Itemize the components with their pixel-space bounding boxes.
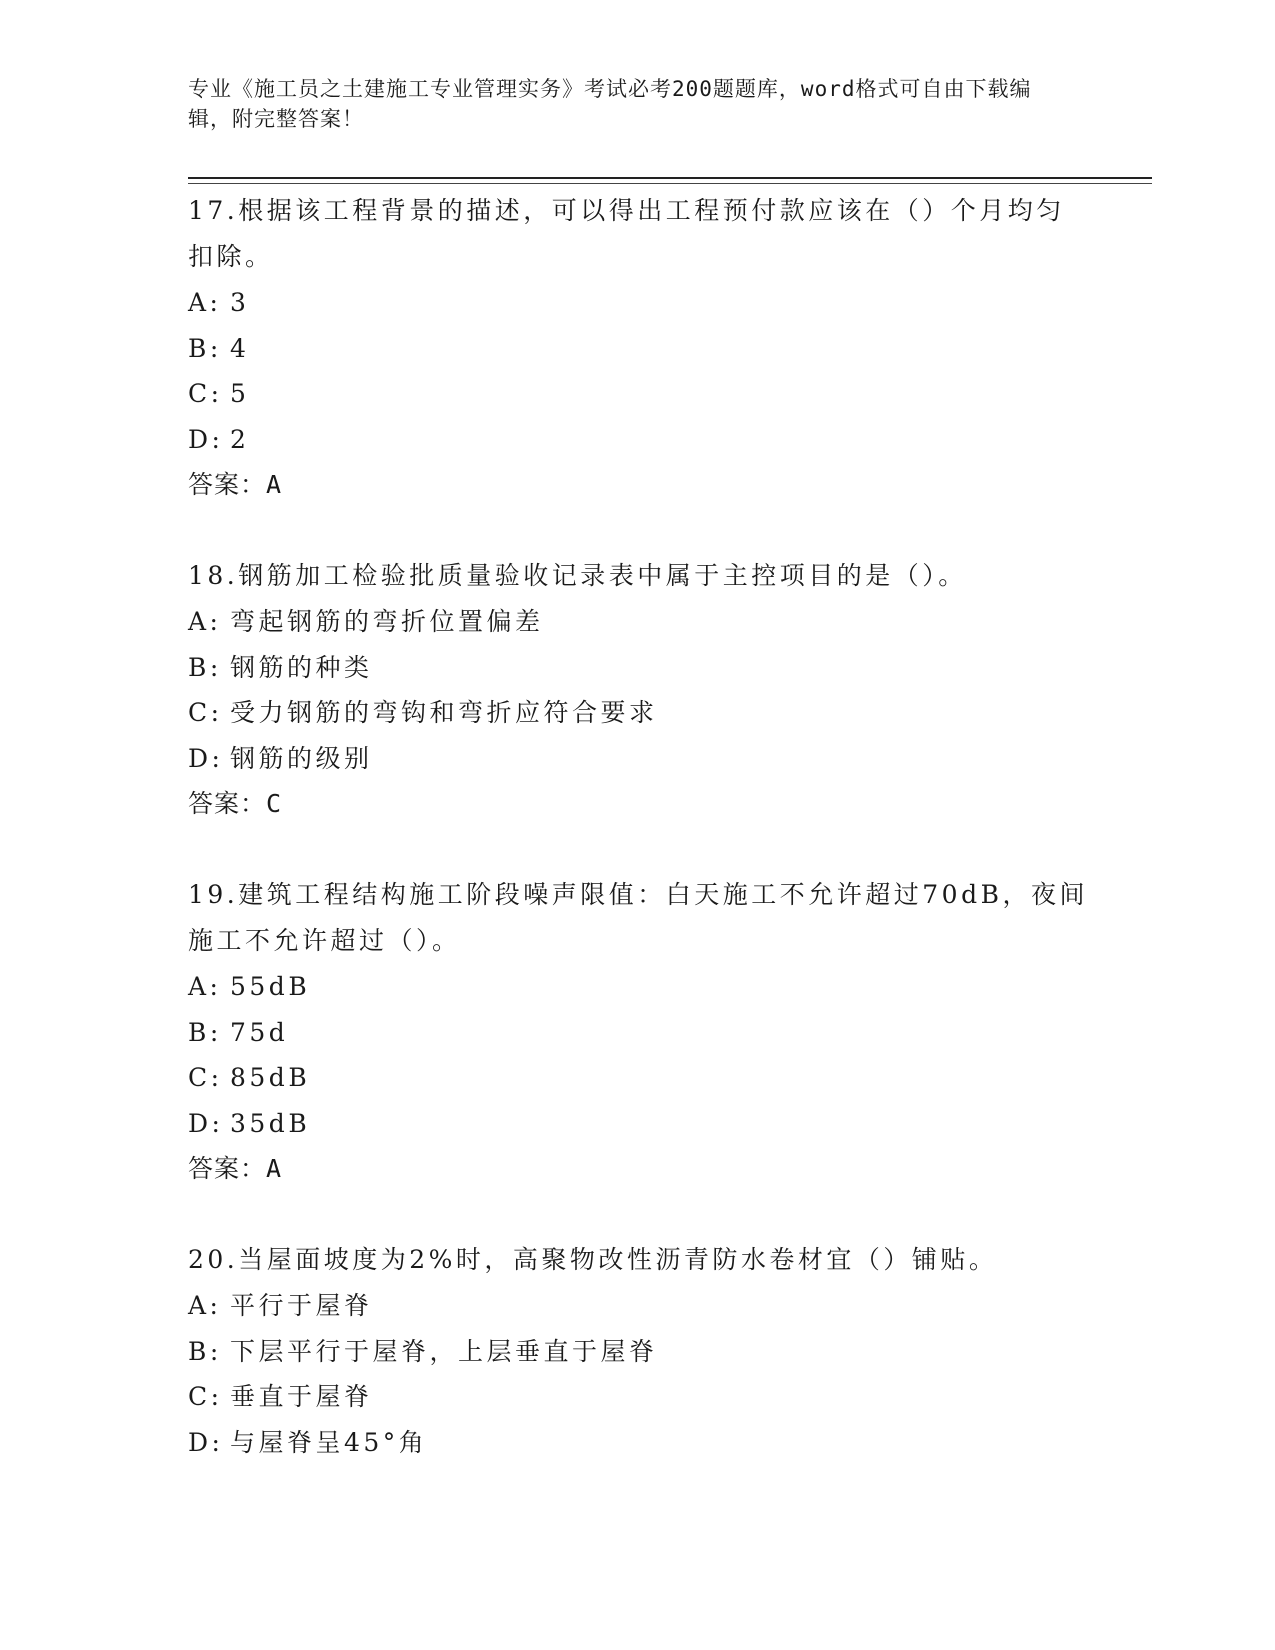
answer-line: 答案：A: [188, 470, 283, 499]
option-key: D:: [188, 424, 224, 454]
option-key: C:: [188, 1063, 223, 1092]
option-b: [188, 645, 1088, 691]
option-key: B:: [188, 1336, 222, 1366]
option-text: 钢筋的种类: [230, 652, 373, 682]
option-text: 钢筋的级别: [230, 743, 373, 773]
option-c: [188, 1374, 1088, 1420]
option-d: [188, 736, 1088, 782]
answer-line: 答案：A: [188, 1154, 283, 1183]
option-text: 受力钢筋的弯钩和弯折应符合要求: [230, 698, 658, 727]
option-key: C:: [188, 379, 223, 408]
option-key: D:: [188, 743, 224, 773]
option-text: 与屋脊呈45°角: [230, 1427, 428, 1457]
option-text: 55dB: [230, 972, 311, 1001]
option-c: [188, 690, 1088, 736]
question-18: [188, 553, 1088, 827]
question-stem: 20.当屋面坡度为2%时，高聚物改性沥青防水卷材宜（）铺贴。: [188, 1245, 998, 1274]
option-a: [188, 964, 1088, 1010]
question-19: [188, 872, 1088, 1192]
answer-line: 答案：C: [188, 789, 283, 818]
option-c: [188, 1055, 1088, 1101]
option-text: 弯起钢筋的弯折位置偏差: [230, 607, 544, 636]
option-text: 5: [230, 379, 250, 408]
option-d: [188, 1420, 1088, 1466]
option-key: A:: [188, 607, 222, 636]
option-key: D:: [188, 1108, 224, 1138]
header-divider-thin: [188, 183, 1152, 184]
option-key: B:: [188, 652, 222, 682]
option-text: 75d: [230, 1017, 289, 1047]
option-key: C:: [188, 698, 223, 727]
option-text: 2: [230, 424, 250, 454]
option-key: B:: [188, 1017, 222, 1047]
option-key: D:: [188, 1427, 224, 1457]
option-d: [188, 1101, 1088, 1147]
option-b: [188, 1329, 1088, 1375]
option-text: 下层平行于屋脊，上层垂直于屋脊: [230, 1336, 658, 1366]
option-d: [188, 417, 1088, 463]
option-a: [188, 1283, 1088, 1329]
option-key: A:: [188, 1291, 222, 1320]
option-key: A:: [188, 972, 222, 1001]
option-b: [188, 1010, 1088, 1056]
option-text: 4: [230, 333, 250, 363]
option-text: 35dB: [230, 1108, 311, 1138]
question-17: [188, 188, 1088, 508]
document-header: 专业《施工员之土建施工专业管理实务》考试必考200题题库，word格式可自由下载编辑，附完整答案！: [188, 77, 1032, 131]
option-text: 平行于屋脊: [230, 1291, 373, 1320]
option-text: 85dB: [230, 1063, 311, 1092]
question-stem: 18.钢筋加工检验批质量验收记录表中属于主控项目的是（）。: [188, 561, 967, 590]
option-text: 垂直于屋脊: [230, 1382, 373, 1411]
option-b: [188, 326, 1088, 372]
question-20: [188, 1237, 1088, 1465]
option-a: [188, 280, 1088, 326]
option-key: B:: [188, 333, 222, 363]
option-a: [188, 599, 1088, 645]
option-key: A:: [188, 288, 222, 317]
option-text: 3: [230, 288, 250, 317]
option-key: C:: [188, 1382, 223, 1411]
question-stem: 17.根据该工程背景的描述，可以得出工程预付款应该在（）个月均匀扣除。: [188, 196, 1065, 271]
header-divider-thick: [188, 177, 1152, 179]
option-c: [188, 371, 1088, 417]
question-list: [188, 188, 1088, 1510]
question-stem: 19.建筑工程结构施工阶段噪声限值：白天施工不允许超过70dB，夜间施工不允许超过（）。: [188, 880, 1088, 955]
